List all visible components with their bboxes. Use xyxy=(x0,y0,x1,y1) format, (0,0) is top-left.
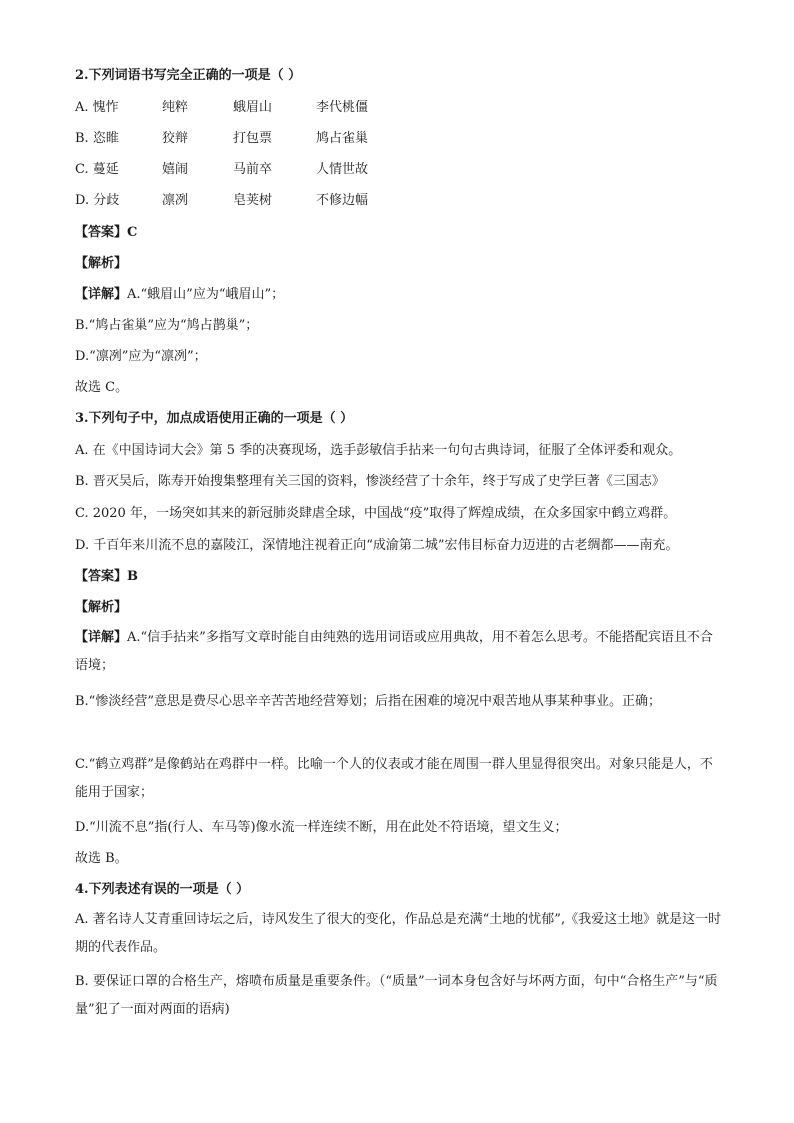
option-d-word-1: D. 分歧 xyxy=(75,193,120,208)
answer-tag: 【答案】 xyxy=(75,225,128,240)
option-b-word-2: 狡辩 xyxy=(162,131,189,146)
option-d-word-4: 不修边幅 xyxy=(316,193,369,208)
option-d-word-3: 皂荚树 xyxy=(233,193,273,208)
question-2-analysis-tag: 【解析】 xyxy=(75,256,128,271)
option-b-word-3: 打包票 xyxy=(233,131,273,146)
question-2-detail xyxy=(75,285,284,305)
question-2-explain-d: D.“凛冽”应为“凛冽”； xyxy=(75,349,207,364)
question-2-title: 2.下列词语书写完全正确的一项是（ ） xyxy=(75,68,302,83)
detail-tag: 【详解】 xyxy=(75,630,128,645)
question-3-conclusion: 故选 B。 xyxy=(75,851,128,866)
question-2-explain-b: B.“鸠占雀巢”应为“鸠占鹊巢”； xyxy=(75,318,259,333)
option-d-word-2: 凛冽 xyxy=(162,193,189,208)
option-a-word-2: 纯粹 xyxy=(162,100,189,115)
option-b-word-4: 鸠占雀巢 xyxy=(316,131,369,146)
question-4-title: 4.下列表述有误的一项是（ ） xyxy=(75,882,250,897)
question-3-explain-d: D.“川流不息”指(行人、车马等)像水流一样连续不断，用在此处不符语境，望文生义； xyxy=(75,820,568,835)
option-a-word-3: 蛾眉山 xyxy=(233,100,273,115)
option-c-word-3: 马前卒 xyxy=(233,162,273,177)
answer-value: B xyxy=(127,569,139,584)
detail-tag: 【详解】 xyxy=(75,287,128,302)
question-3-explain-c: C.“鹤立鸡群”是像鹤站在鸡群中一样。比喻一个人的仪表或才能在周围一群人里显得很突出。对象只能是人，不能用于国家； xyxy=(75,757,713,800)
question-4-option-b: B. 要保证口罩的合格生产，熔喷布质量是重要条件。（“质量”一词本身包含好与坏两方面，句中“合格生产”与“质量”犯了一面对两面的语病) xyxy=(75,974,718,1017)
answer-tag: 【答案】 xyxy=(75,569,128,584)
question-2-answer xyxy=(75,223,137,243)
question-3-explain-b: B.“惨淡经营”意思是费尽心思辛辛苦苦地经营筹划；后指在困难的境况中艰苦地从事某种事业。正确； xyxy=(75,694,661,709)
detail-text: A.“蛾眉山”应为“峨眉山”； xyxy=(127,287,285,302)
question-3-analysis-tag: 【解析】 xyxy=(75,600,128,615)
question-3-option-b: B. 晋灭吴后，陈寿开始搜集整理有关三国的资料，惨淡经营了十余年，终于写成了史学巨著《三国志》 xyxy=(75,474,665,489)
question-4-option-a: A. 著名诗人艾青重回诗坛之后，诗风发生了很大的变化，作品总是充满“土地的忧郁”,《我爱这土地》就是这一时期的代表作品。 xyxy=(75,912,722,955)
answer-value: C xyxy=(127,225,138,240)
option-a-word-1: A. 愧怍 xyxy=(75,100,119,115)
question-2-conclusion: 故选 C。 xyxy=(75,380,129,395)
option-c-word-2: 嬉闹 xyxy=(162,162,189,177)
option-a-word-4: 李代桃僵 xyxy=(316,100,369,115)
option-c-word-1: C. 蔓延 xyxy=(75,162,119,177)
question-3-option-c: C. 2020 年，一场突如其来的新冠肺炎肆虐全球，中国战“疫”取得了辉煌成绩，在众多国家中鹤立鸡群。 xyxy=(75,506,677,521)
question-3-detail xyxy=(75,624,725,680)
question-3-title: 3.下列句子中，加点成语使用正确的一项是（ ） xyxy=(75,411,354,426)
option-b-word-1: B. 恣睢 xyxy=(75,131,119,146)
question-3-answer xyxy=(75,567,138,587)
question-3-option-a: A. 在《中国诗词大会》第 5 季的决赛现场，选手彭敏信手拈来一句句古典诗词，征服了全体评委和观众。 xyxy=(75,443,682,458)
question-3-option-d: D. 千百年来川流不息的嘉陵江，深情地注视着正向“成渝第二城”宏伟目标奋力迈进的古老绸都——南充。 xyxy=(75,538,679,553)
detail-text: A.“信手拈来”多指写文章时能自由纯熟的选用词语或应用典故，用不着怎么思考。不能搭配宾语且不合语境； xyxy=(75,630,713,673)
option-c-word-4: 人情世故 xyxy=(316,162,369,177)
